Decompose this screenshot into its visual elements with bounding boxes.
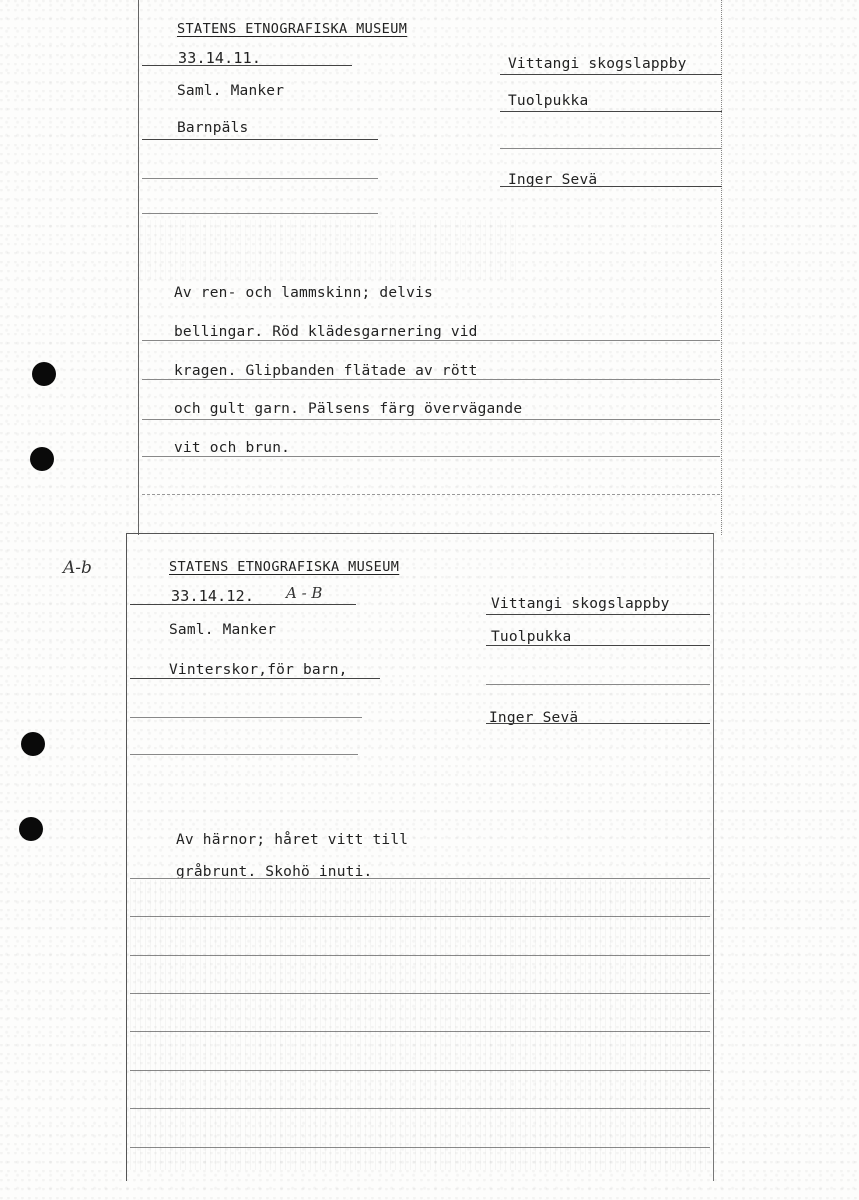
- description-line: Av ren- och lammskinn; delvis: [174, 285, 433, 301]
- museum-header: STATENS ETNOGRAFISKA MUSEUM: [177, 21, 408, 37]
- object-name: Barnpäls: [177, 120, 249, 136]
- object-name: Vinterskor,för barn,: [169, 662, 348, 678]
- locality-name: Tuolpukka: [508, 93, 589, 109]
- margin-note: A-b: [63, 558, 92, 578]
- collection-label: Saml. Manker: [177, 83, 285, 99]
- description-line: gråbrunt. Skohö inuti.: [176, 864, 373, 880]
- place-name: Vittangi skogslappby: [508, 56, 687, 72]
- collection-label: Saml. Manker: [169, 622, 277, 638]
- informant-name: Inger Sevä: [489, 710, 579, 726]
- punch-hole: [32, 362, 56, 386]
- informant-name: Inger Sevä: [508, 172, 598, 188]
- description-line: och gult garn. Pälsens färg övervägande: [174, 401, 523, 417]
- catalog-number: 33.14.12.: [171, 587, 255, 605]
- catalog-number: 33.14.11.: [178, 49, 262, 67]
- number-suffix: A - B: [286, 584, 323, 602]
- punch-hole: [21, 732, 45, 756]
- punch-hole: [30, 447, 54, 471]
- locality-name: Tuolpukka: [491, 629, 572, 645]
- museum-header: STATENS ETNOGRAFISKA MUSEUM: [169, 559, 400, 575]
- description-line: vit och brun.: [174, 440, 291, 456]
- description-line: bellingar. Röd klädesgarnering vid: [174, 324, 478, 340]
- place-name: Vittangi skogslappby: [491, 596, 670, 612]
- description-line: kragen. Glipbanden flätade av rött: [174, 363, 478, 379]
- description-line: Av härnor; håret vitt till: [176, 832, 409, 848]
- punch-hole: [19, 817, 43, 841]
